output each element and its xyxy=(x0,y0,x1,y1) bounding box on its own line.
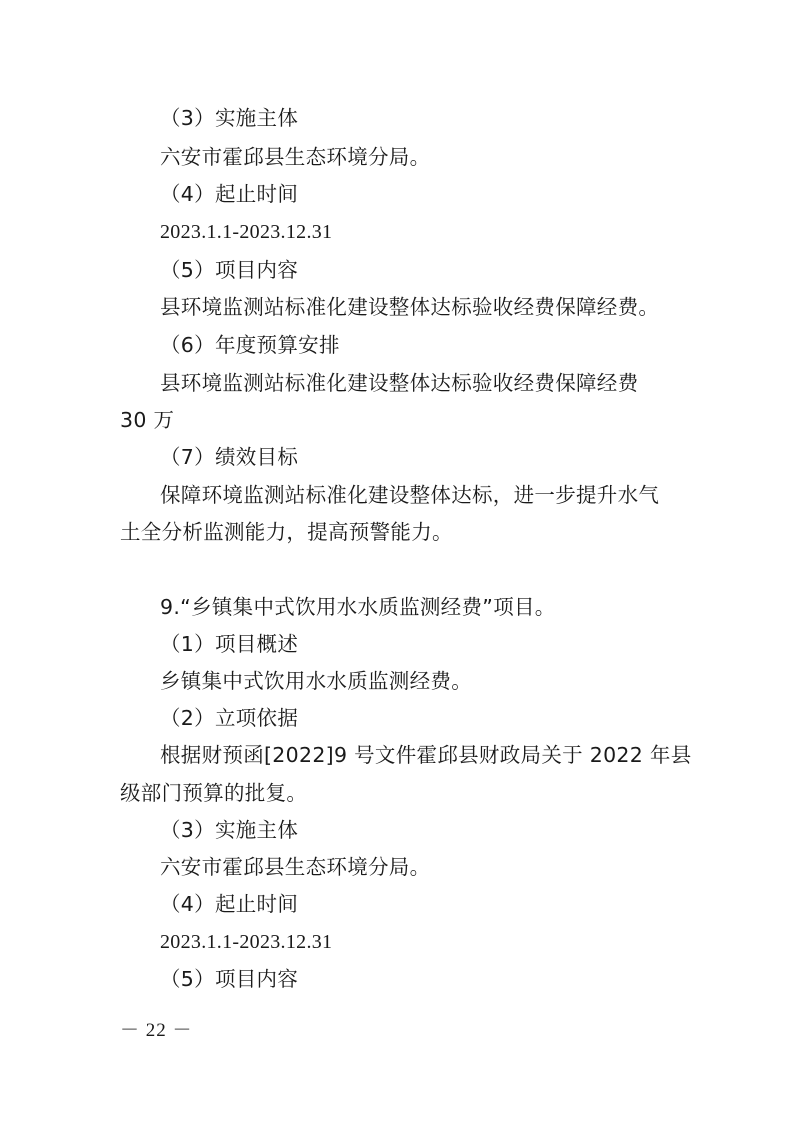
heading-start-end-time-2: （4）起止时间 xyxy=(160,892,299,916)
heading-project-overview: （1）项目概述 xyxy=(160,632,299,656)
paragraph-performance-goals: 保障环境监测站标准化建设整体达标，进一步提升水气 xyxy=(160,483,660,507)
heading-implementing-entity: （3）实施主体 xyxy=(160,106,299,130)
paragraph-project-content: 县环境监测站标准化建设整体达标验收经费保障经费。 xyxy=(160,295,660,319)
heading-implementing-entity-2: （3）实施主体 xyxy=(160,818,299,842)
paragraph-implementing-entity-2: 六安市霍邱县生态环境分局。 xyxy=(160,855,431,879)
paragraph-performance-goals-cont: 土全分析监测能力，提高预警能力。 xyxy=(120,520,453,544)
heading-annual-budget: （6）年度预算安排 xyxy=(160,333,340,357)
page-number: － 22 － xyxy=(120,1020,193,1041)
paragraph-annual-budget-cont: 30 万 xyxy=(120,408,175,432)
paragraph-project-basis-cont: 级部门预算的批复。 xyxy=(120,781,308,805)
section-title-item-9: 9.“乡镇集中式饮用水水质监测经费”项目。 xyxy=(160,595,556,619)
heading-project-content: （5）项目内容 xyxy=(160,258,299,282)
heading-performance-goals: （7）绩效目标 xyxy=(160,445,299,469)
paragraph-start-end-time-2: 2023.1.1-2023.12.31 xyxy=(160,931,333,953)
paragraph-project-basis: 根据财预函[2022]9 号文件霍邱县财政局关于 2022 年县 xyxy=(160,743,692,767)
paragraph-implementing-entity: 六安市霍邱县生态环境分局。 xyxy=(160,145,431,169)
heading-project-basis: （2）立项依据 xyxy=(160,706,299,730)
paragraph-project-overview: 乡镇集中式饮用水水质监测经费。 xyxy=(160,669,472,693)
heading-start-end-time: （4）起止时间 xyxy=(160,182,299,206)
heading-project-content-2: （5）项目内容 xyxy=(160,967,299,991)
paragraph-annual-budget: 县环境监测站标准化建设整体达标验收经费保障经费 xyxy=(160,371,639,395)
paragraph-start-end-time: 2023.1.1-2023.12.31 xyxy=(160,221,333,243)
